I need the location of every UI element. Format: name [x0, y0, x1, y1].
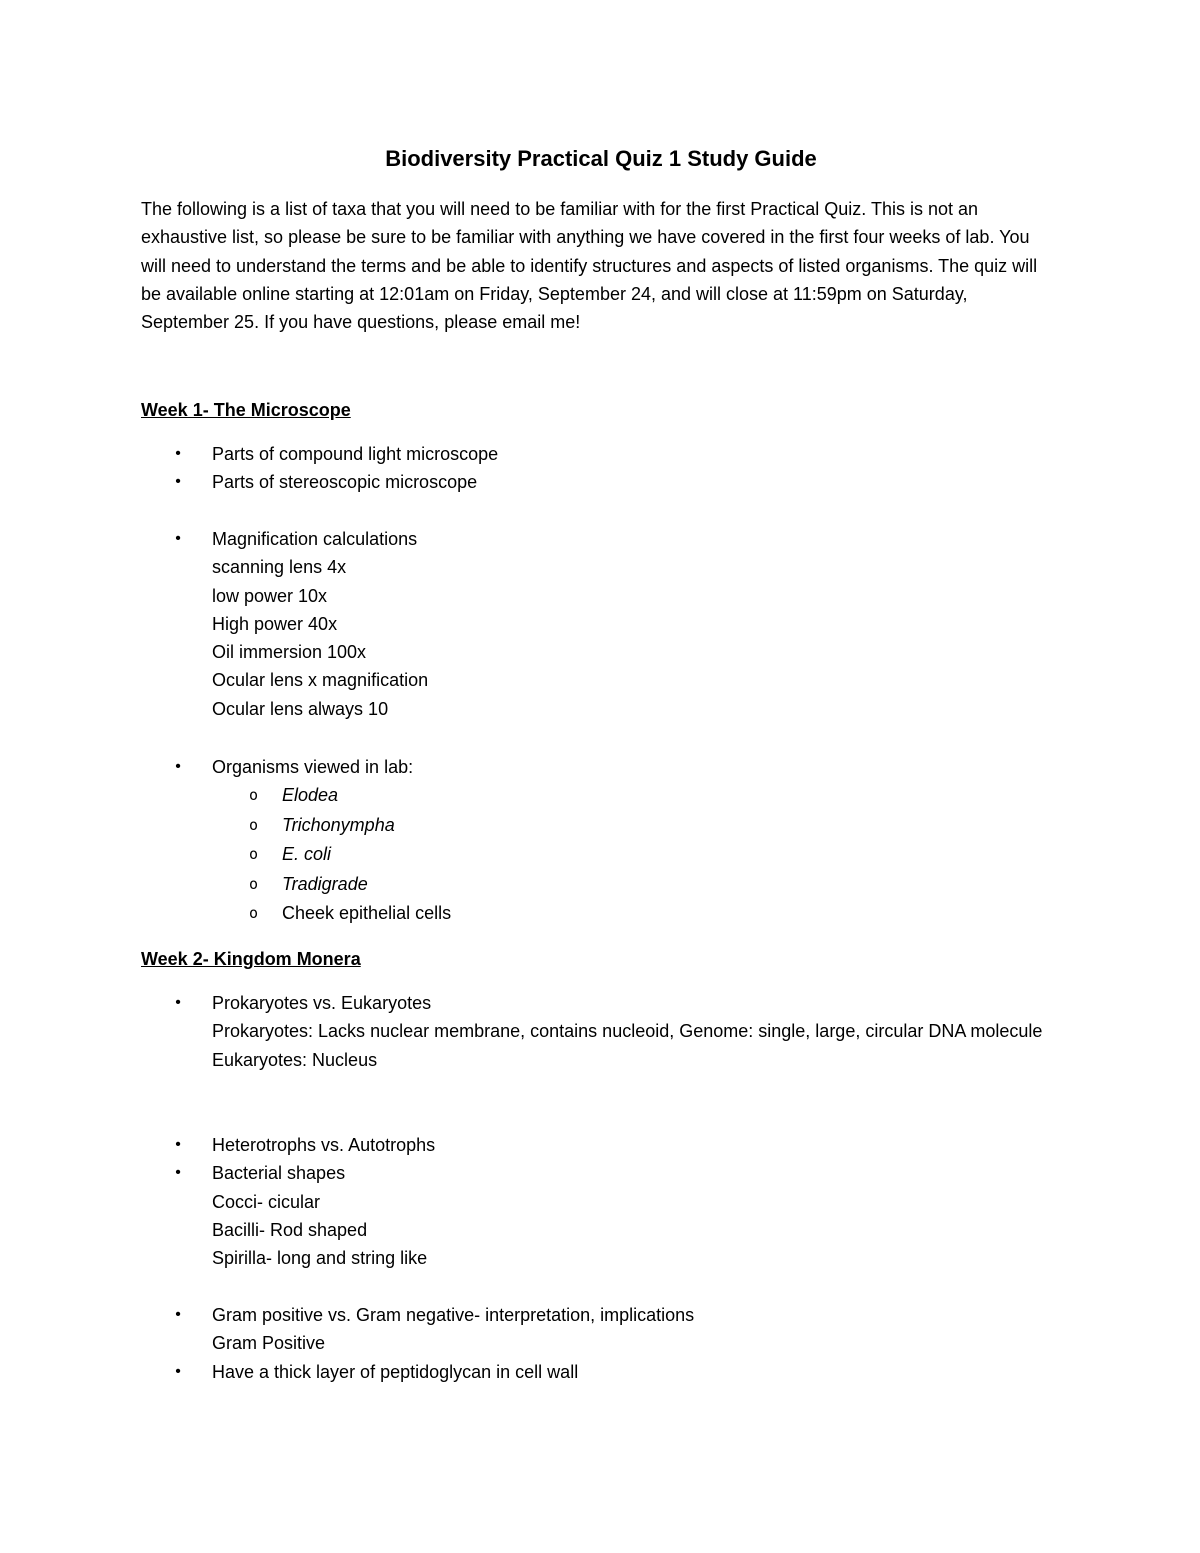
- circle-bullet-icon: o: [249, 874, 259, 893]
- list-item-text: Parts of compound light microscope: [212, 444, 499, 464]
- bullet-icon: •: [175, 1306, 181, 1323]
- list-item: [141, 753, 1046, 781]
- list-item: [141, 525, 1046, 553]
- list-item: [141, 468, 1046, 496]
- list-item: [141, 1131, 1046, 1159]
- week1-magnification-list: [141, 525, 1046, 723]
- gram-positive-label: Gram Positive: [212, 1333, 326, 1354]
- magnification-line: High power 40x: [212, 613, 338, 634]
- organism-name: Trichonympha: [282, 814, 395, 835]
- list-item: [141, 1159, 1046, 1187]
- list-item-text: Parts of stereoscopic microscope: [212, 472, 478, 493]
- bullet-icon: •: [175, 445, 181, 462]
- magnification-line: Oil immersion 100x: [212, 642, 367, 663]
- magnification-line: Ocular lens x magnification: [212, 670, 429, 691]
- week2-prok-euk-list: [141, 989, 1046, 1074]
- week1-microscope-parts-list: [141, 440, 1046, 497]
- list-item-text: Magnification calculations: [212, 529, 418, 549]
- shape-line: Cocci- cicular: [212, 1191, 321, 1212]
- shape-line: Spirilla- long and string like: [212, 1248, 428, 1269]
- week1-organisms-list: [141, 753, 1046, 929]
- magnification-line: Ocular lens always 10: [212, 698, 389, 719]
- circle-bullet-icon: o: [249, 904, 259, 923]
- organism-name: Tradigrade: [282, 873, 368, 894]
- list-item: [141, 989, 1046, 1017]
- organism-item: [141, 781, 1046, 811]
- list-item: [141, 440, 1046, 468]
- organism-name: Cheek epithelial cells: [282, 903, 452, 924]
- bullet-icon: •: [175, 1164, 181, 1182]
- list-item-text: Have a thick layer of peptidoglycan in cell wall: [212, 1361, 579, 1382]
- week1-heading: Week 1- The Microscope: [141, 400, 351, 420]
- page-title: Biodiversity Practical Quiz 1 Study Guide: [385, 146, 817, 171]
- circle-bullet-icon: o: [249, 815, 259, 834]
- list-item-text: Bacterial shapes: [212, 1163, 346, 1184]
- bullet-icon: •: [175, 1136, 181, 1153]
- circle-bullet-icon: o: [249, 845, 259, 864]
- shape-line: Bacilli- Rod shaped: [212, 1219, 368, 1240]
- list-item-text: Heterotrophs vs. Autotrophs: [212, 1135, 436, 1155]
- bullet-icon: •: [175, 473, 181, 491]
- bullet-icon: •: [175, 530, 181, 547]
- list-item-text: Organisms viewed in lab:: [212, 757, 414, 777]
- organism-name: E. coli: [282, 844, 332, 865]
- magnification-line: low power 10x: [212, 585, 328, 606]
- prokaryote-description: Prokaryotes: Lacks nuclear membrane, contains nucleoid, Genome: single, large, circular DNA molecule: [212, 1021, 1043, 1042]
- week2-heading: Week 2- Kingdom Monera: [141, 949, 361, 969]
- magnification-line: scanning lens 4x: [212, 557, 347, 578]
- list-item-text: Prokaryotes vs. Eukaryotes: [212, 993, 432, 1013]
- intro-paragraph: The following is a list of taxa that you will need to be familiar with for the first Practical Quiz. This is not an exhaustive list, so please be sure to be familiar with anything we have covered in the first four weeks of lab. You will need to understand the terms and be able to identify structures and aspects of listed organisms. The quiz will be available online starting at 12:01am on Friday, September 24, and will close at 11:59pm on Saturday, September 25. If you have questions, please email me!: [141, 199, 1038, 333]
- list-item: [141, 1301, 1046, 1329]
- organism-name: Elodea: [282, 785, 339, 806]
- organism-item: [141, 811, 1046, 841]
- organism-item: [141, 899, 1046, 929]
- organism-item: [141, 840, 1046, 870]
- bullet-icon: •: [175, 994, 181, 1011]
- list-item: [141, 1358, 1046, 1386]
- list-item-text: Gram positive vs. Gram negative- interpretation, implications: [212, 1305, 695, 1325]
- organism-item: [141, 870, 1046, 900]
- week2-gram-list: [141, 1301, 1046, 1386]
- eukaryote-description: Eukaryotes: Nucleus: [212, 1049, 378, 1070]
- circle-bullet-icon: o: [249, 786, 259, 805]
- bullet-icon: •: [175, 1362, 181, 1380]
- week2-troph-shapes-list: [141, 1131, 1046, 1272]
- bullet-icon: •: [175, 758, 181, 775]
